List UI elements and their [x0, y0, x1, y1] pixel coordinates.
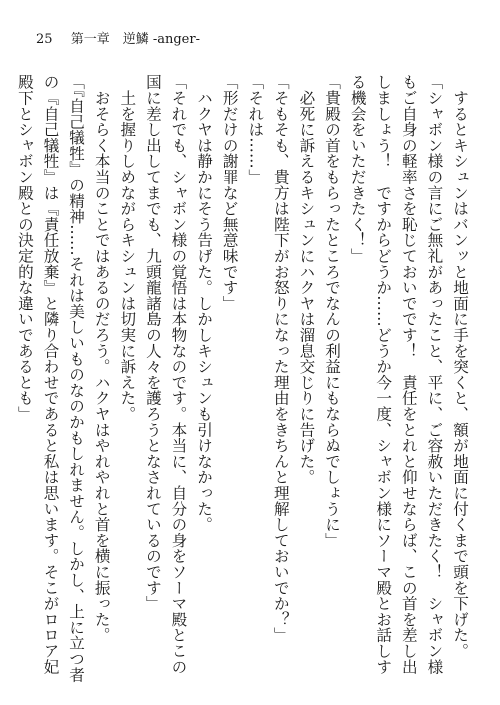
paragraph: 「シャボン様の言にご無礼があったこと、平に、ご容赦いただきたく！ シャボン様もご自身の軽率さを恥じておいでです！ 責任をとれと仰せならば、この首を差し出しましょう！ ですからどうか……どうか今一度、シャボン様にソーマ殿とお話しする機会をいただきたく！」 — [348, 74, 444, 675]
paragraph: 「形だけの謝罪など無意味です」 — [220, 74, 239, 311]
paragraph: 「それでも、シャボン様の覚悟は本物なのです。本当に、自分の身をソーマ殿とこの国に差し出してまでも、九頭龍諸島の人々を護ろうとなされているのです」 — [143, 74, 188, 675]
paragraph: 必死に訴えるキシュンにハクヤは溜息交じりに告げた。 — [297, 74, 316, 485]
paragraph: 土を握りしめながらキシュンは切実に訴えた。 — [118, 74, 137, 422]
paragraph: 「貴殿の首をもらったところでなんの利益にもならぬでしょうに」 — [323, 74, 342, 548]
body-text — [11, 74, 472, 686]
chapter-title: 第一章 逆鱗 -anger- — [70, 32, 200, 47]
paragraph: するとキシュンはバンッと地面に手を突くと、額が地面に付くまで頭を下げた。 — [451, 74, 469, 659]
paragraph: おそらく本当のことではあるのだろう。ハクヤはやれやれと首を横に振った。 — [92, 74, 111, 643]
paragraph: 「そもそも、貴方は陛下がお怒りになった理由をきちんと理解しておいでか？」 — [271, 74, 290, 643]
paragraph: 「それは……」 — [246, 74, 265, 185]
paragraph: ハクヤは静かにそう告げた。しかしキシュンも引けなかった。 — [195, 74, 214, 533]
paragraph: 「『自己犠牲』の精神……それは美しいものなのかもしれません。しかし、上に立つ者の『自己犠牲』は『責任放棄』と隣り合わせであると私は思います。そこがロロア妃殿下とシャボン殿との決定的な違いであるとも」 — [15, 74, 86, 683]
page-number: 25 — [36, 32, 53, 47]
running-header — [36, 32, 200, 48]
